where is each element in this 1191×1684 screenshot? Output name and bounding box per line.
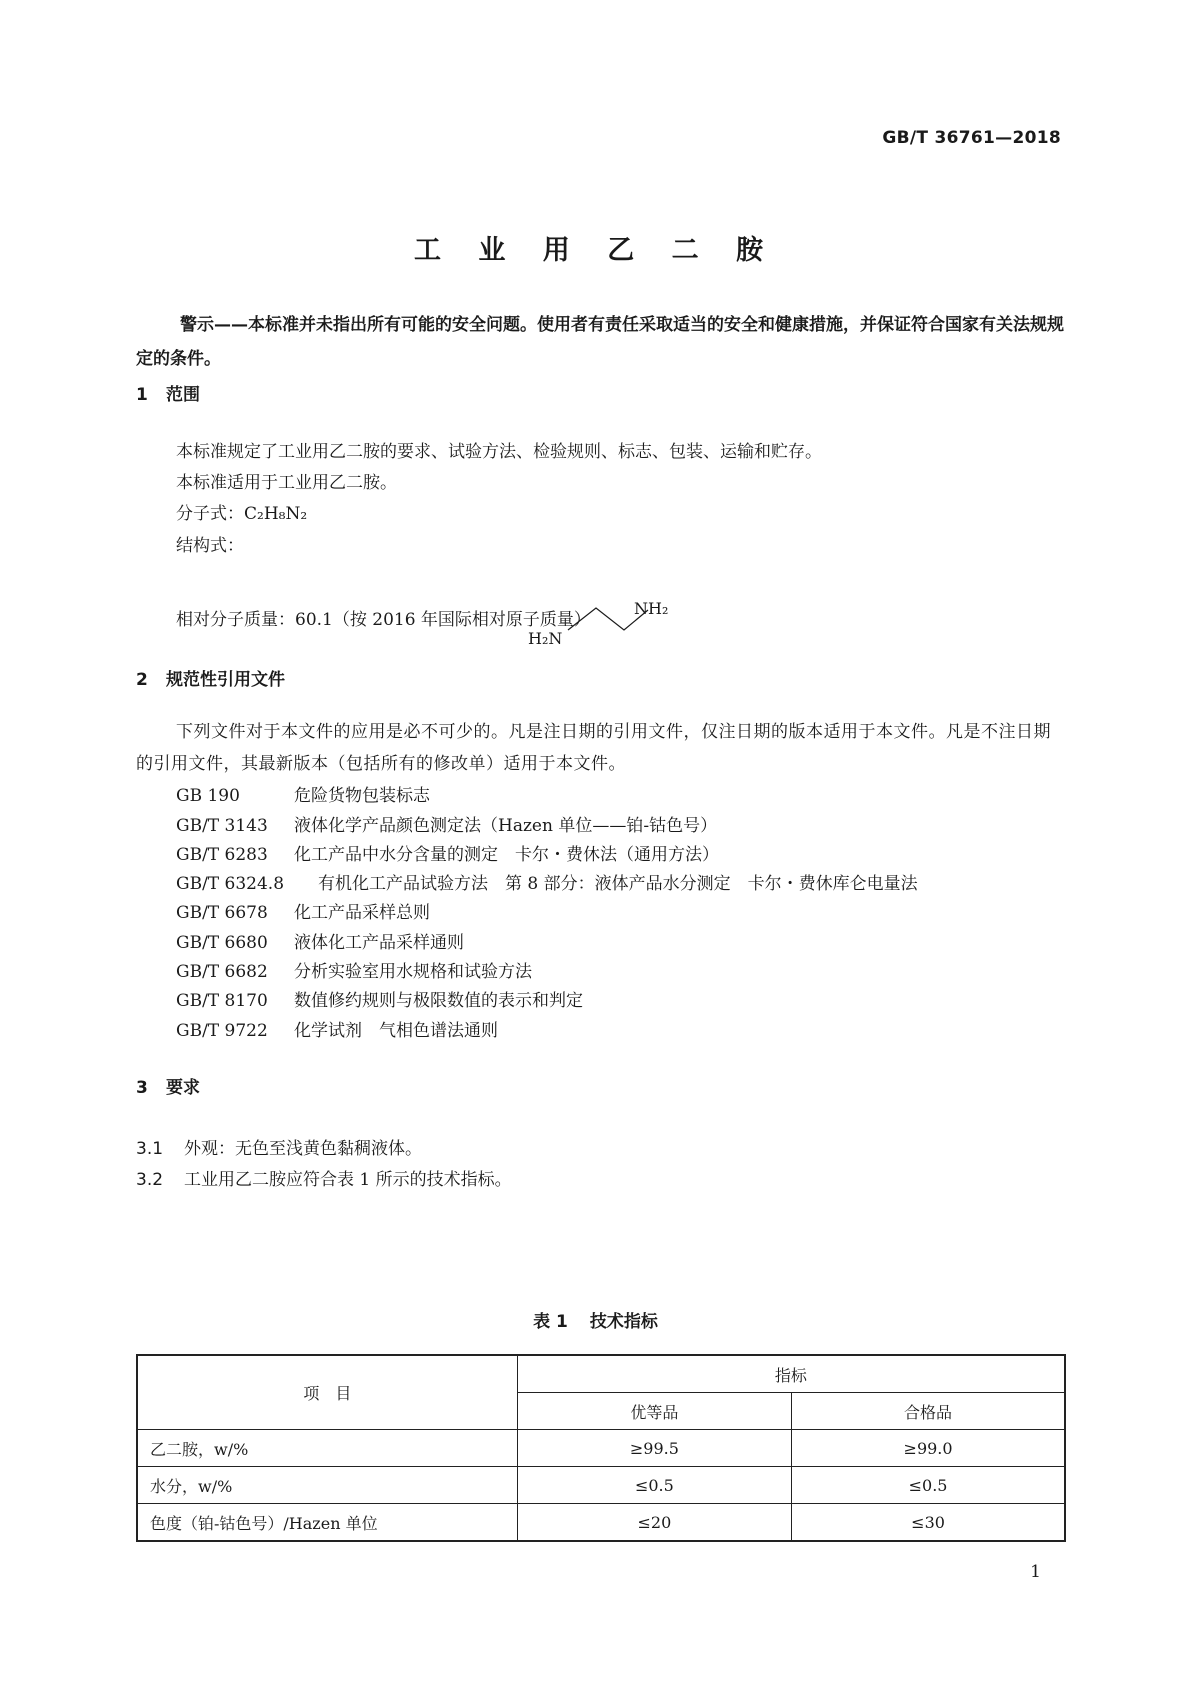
reference-code: GB/T 6678 [176,903,268,923]
formula-value: C₂H₈N₂ [244,504,308,524]
reference-title: 液体化工产品采样通则 [294,933,464,953]
requirement-item [136,1165,512,1190]
technical-spec-table [136,1354,1066,1542]
reference-title: 数值修约规则与极限数值的表示和判定 [294,991,583,1011]
structure-label: 结构式： [176,536,244,556]
requirement-text: 工业用乙二胺应符合表 1 所示的技术指标。 [184,1170,512,1190]
molecular-formula [176,499,307,524]
reference-code: GB/T 6283 [176,845,268,865]
reference-item [176,957,532,982]
reference-title: 液体化学产品颜色测定法（Hazen 单位——铂-钴色号） [294,816,718,836]
section-title: 规范性引用文件 [166,670,285,690]
reference-item [176,1016,498,1041]
reference-code: GB/T 3143 [176,816,268,836]
reference-item [176,811,717,836]
header-qualified: 合格品 [792,1393,1065,1430]
header-item: 项 目 [137,1355,517,1430]
scope-paragraph-2: 本标准适用于工业用乙二胺。 [176,473,397,493]
table-caption [0,1307,1191,1332]
formula-label: 分子式： [176,504,244,524]
table-row [137,1467,1065,1504]
reference-item [176,869,918,894]
table-row [137,1504,1065,1542]
table-header-row [137,1355,1065,1393]
row-superior: ≤0.5 [517,1467,791,1504]
header-index: 指标 [517,1355,1065,1393]
section-2-heading [136,665,285,690]
document-title: 工 业 用 乙 二 胺 [414,235,777,266]
requirement-text: 外观：无色至浅黄色黏稠液体。 [184,1139,422,1159]
section-number: 3 [136,1078,148,1098]
reference-item [176,898,430,923]
requirement-item [136,1134,422,1159]
references-intro: 下列文件对于本文件的应用是必不可少的。凡是注日期的引用文件，仅注日期的版本适用于本文件。凡是不注日期的引用文件，其最新版本（包括所有的修改单）适用于本文件。 [136,722,1051,774]
table-caption-number: 表 1 [533,1312,568,1332]
section-number: 2 [136,670,148,690]
reference-title: 化工产品采样总则 [294,903,430,923]
warning-notice: 警示——本标准并未指出所有可能的安全问题。使用者有责任采取适当的安全和健康措施，并保证符合国家有关法规规定的条件。 [136,315,1064,369]
standard-number: GB/T 36761—2018 [882,128,1061,148]
reference-code: GB/T 6682 [176,962,268,982]
reference-title: 化工产品中水分含量的测定 卡尔・费休法（通用方法） [294,845,719,865]
section-number: 1 [136,385,148,405]
structure-right-group: NH₂ [634,599,669,618]
relative-molecular-mass: 相对分子质量：60.1（按 2016 年国际相对原子质量） [176,610,591,630]
section-title: 要求 [166,1078,200,1098]
reference-code: GB 190 [176,786,240,806]
reference-title: 分析实验室用水规格和试验方法 [294,962,532,982]
reference-item [176,840,719,865]
reference-title: 有机化工产品试验方法 第 8 部分：液体产品水分测定 卡尔・费休库仑电量法 [318,874,918,894]
structure-left-group: H₂N [528,629,563,648]
reference-code: GB/T 6680 [176,933,268,953]
requirement-number: 3.1 [136,1139,164,1159]
reference-title: 化学试剂 气相色谱法通则 [294,1021,498,1041]
reference-item [176,781,430,806]
row-item: 水分，w/% [137,1467,517,1504]
row-item: 乙二胺，w/% [137,1430,517,1467]
table-row [137,1430,1065,1467]
row-item: 色度（铂-钴色号）/Hazen 单位 [137,1504,517,1542]
reference-title: 危险货物包装标志 [294,786,430,806]
scope-paragraph-1: 本标准规定了工业用乙二胺的要求、试验方法、检验规则、标志、包装、运输和贮存。 [176,442,822,462]
reference-code: GB/T 9722 [176,1021,268,1041]
section-1-heading [136,380,200,405]
reference-code: GB/T 8170 [176,991,268,1011]
table-caption-title: 技术指标 [589,1312,658,1332]
row-qualified: ≤30 [792,1504,1065,1542]
row-superior: ≤20 [517,1504,791,1542]
page-number: 1 [1030,1562,1041,1582]
reference-item [176,928,464,953]
reference-code: GB/T 6324.8 [176,874,285,894]
section-title: 范围 [166,385,200,405]
row-qualified: ≥99.0 [792,1430,1065,1467]
requirement-number: 3.2 [136,1170,164,1190]
reference-item [176,986,583,1011]
row-qualified: ≤0.5 [792,1467,1065,1504]
header-superior: 优等品 [517,1393,791,1430]
section-3-heading [136,1073,200,1098]
row-superior: ≥99.5 [517,1430,791,1467]
